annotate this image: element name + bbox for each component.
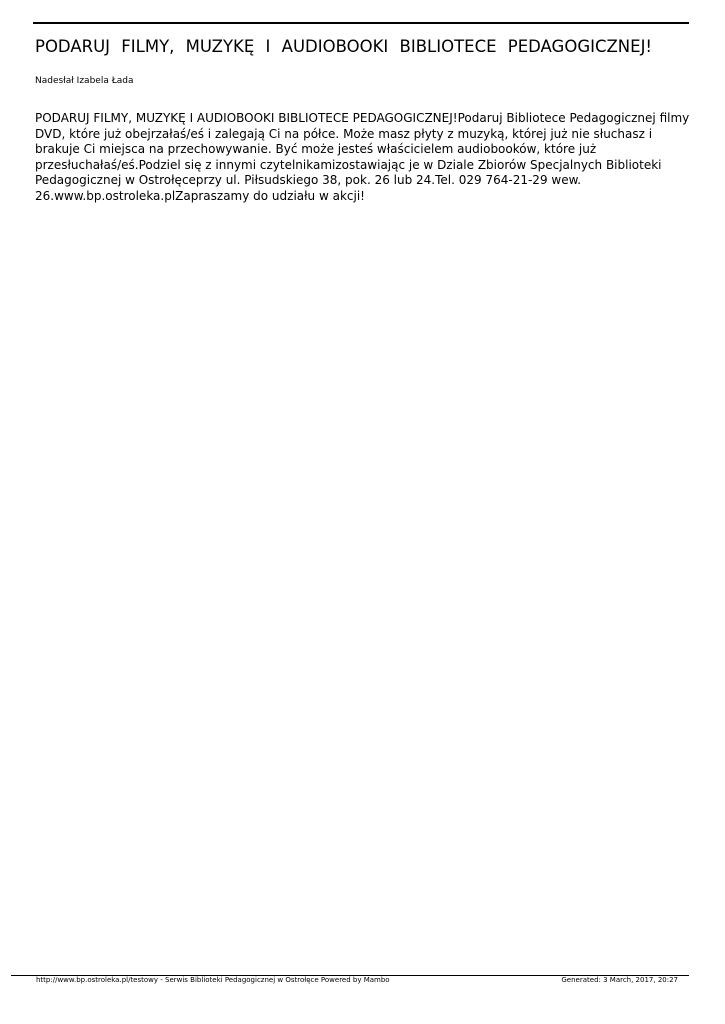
article-body: PODARUJ FILMY, MUZYKĘ I AUDIOBOOKI BIBLIOTECE PEDAGOGICZNEJ!Podaruj Bibliotece Pedagogicznej filmy DVD, które już obejrzałaś/eś i zalegają Ci na półce. Może masz płyty z muzyką, której już nie słuchasz i brakuje Ci miejsca na przechowywanie. Być może jesteś właścicielem audiobooków, które już przesłuchałaś/eś.Podziel się z innymi czytelnikamizostawiając je w Dziale Zbiorów Specjalnych Biblioteki Pedagogicznej w Ostrołęceprzy ul. Piłsudskiego 38, pok. 26 lub 24.Tel. 029 764-21-29 wew. 26.www.bp.ostroleka.plZapraszamy do udziału w akcji! [35, 111, 690, 203]
article-title: PODARUJ FILMY, MUZYKĘ I AUDIOBOOKI BIBLIOTECE PEDAGOGICZNEJ! [35, 37, 653, 56]
footer-generated: Generated: 3 March, 2017, 20:27 [561, 976, 678, 984]
top-divider [33, 22, 689, 24]
footer-source-url: http://www.bp.ostroleka.pl/testowy - Serwis Biblioteki Pedagogicznej w Ostrołęce [36, 976, 319, 984]
article-author: Nadesłał Izabela Łada [35, 76, 134, 86]
footer-powered-by: Powered by Mambo [320, 976, 390, 984]
footer-source [36, 976, 390, 985]
